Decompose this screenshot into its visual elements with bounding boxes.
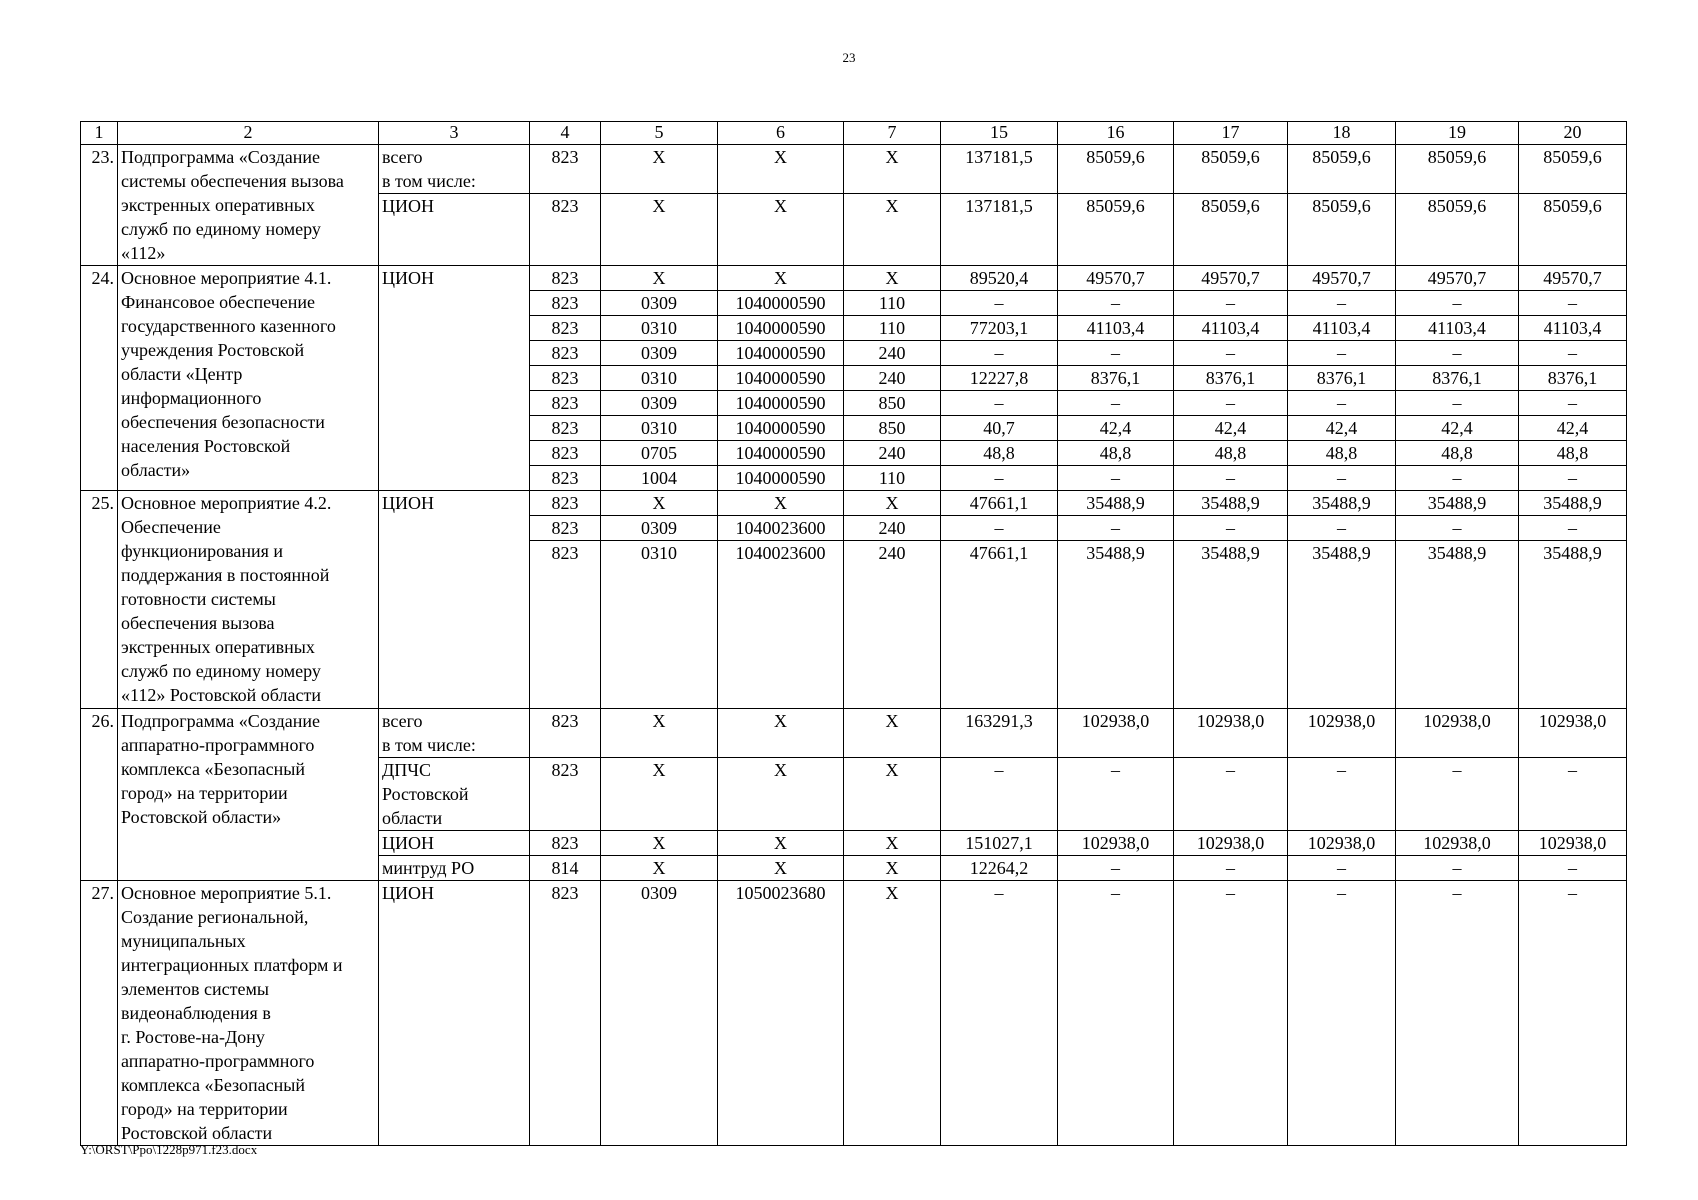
section-code-cell: Х bbox=[601, 194, 718, 266]
header-cell: 18 bbox=[1288, 122, 1396, 145]
expense-type-cell: 110 bbox=[844, 291, 941, 316]
program-name-line: Создание региональной, bbox=[121, 907, 309, 927]
section-code-cell: Х bbox=[601, 266, 718, 291]
program-name-line: город» на территории bbox=[121, 783, 288, 803]
expense-type-cell: 240 bbox=[844, 516, 941, 541]
section-code-cell: Х bbox=[601, 145, 718, 194]
amount-cell: – bbox=[1519, 391, 1627, 416]
row-number: 27. bbox=[81, 881, 118, 1146]
amount-cell: – bbox=[1174, 391, 1288, 416]
target-article-cell: 1050023680 bbox=[718, 881, 844, 1146]
amount-cell: – bbox=[1396, 291, 1519, 316]
executor-cell-line: в том числе: bbox=[382, 171, 476, 191]
program-name-line: Основное мероприятие 4.1. bbox=[121, 268, 332, 288]
header-cell: 15 bbox=[941, 122, 1058, 145]
amount-cell: – bbox=[1288, 881, 1396, 1146]
row-number: 23. bbox=[81, 145, 118, 266]
executor-cell-line: всего bbox=[382, 711, 423, 731]
amount-cell: 35488,9 bbox=[1396, 541, 1519, 709]
program-name-line: готовности системы bbox=[121, 589, 276, 609]
amount-cell: – bbox=[941, 466, 1058, 491]
expense-type-cell: Х bbox=[844, 709, 941, 758]
amount-cell: 35488,9 bbox=[1174, 541, 1288, 709]
grbs-code-cell: 823 bbox=[530, 541, 601, 709]
amount-cell: – bbox=[941, 341, 1058, 366]
amount-cell: 49570,7 bbox=[1058, 266, 1174, 291]
amount-cell: 48,8 bbox=[1288, 441, 1396, 466]
amount-cell: 41103,4 bbox=[1174, 316, 1288, 341]
target-article-cell: 1040000590 bbox=[718, 441, 844, 466]
expense-type-cell: Х bbox=[844, 491, 941, 516]
executor-cell-line: в том числе: bbox=[382, 735, 476, 755]
program-name-line: информационного bbox=[121, 388, 262, 408]
amount-cell: 42,4 bbox=[1288, 416, 1396, 441]
amount-cell: 49570,7 bbox=[1519, 266, 1627, 291]
amount-cell: 85059,6 bbox=[1519, 145, 1627, 194]
amount-cell: 35488,9 bbox=[1288, 491, 1396, 516]
section-code-cell: 0309 bbox=[601, 516, 718, 541]
row-number: 26. bbox=[81, 709, 118, 881]
executor-cell bbox=[379, 194, 530, 266]
amount-cell: 89520,4 bbox=[941, 266, 1058, 291]
amount-cell: 8376,1 bbox=[1058, 366, 1174, 391]
executor-cell-line: ЦИОН bbox=[382, 268, 434, 288]
program-name-line: Основное мероприятие 4.2. bbox=[121, 493, 332, 513]
grbs-code-cell: 823 bbox=[530, 341, 601, 366]
program-name-line: комплекса «Безопасный bbox=[121, 1075, 305, 1095]
executor-cell bbox=[379, 831, 530, 856]
header-cell: 17 bbox=[1174, 122, 1288, 145]
section-code-cell: 0310 bbox=[601, 416, 718, 441]
grbs-code-cell: 823 bbox=[530, 466, 601, 491]
amount-cell: – bbox=[941, 758, 1058, 831]
table-row bbox=[81, 491, 1627, 516]
amount-cell: 47661,1 bbox=[941, 541, 1058, 709]
amount-cell: – bbox=[1058, 391, 1174, 416]
executor-cell bbox=[379, 856, 530, 881]
amount-cell: 85059,6 bbox=[1058, 194, 1174, 266]
grbs-code-cell: 823 bbox=[530, 709, 601, 758]
program-name-line: Подпрограмма «Создание bbox=[121, 711, 320, 731]
program-name-line: Основное мероприятие 5.1. bbox=[121, 883, 332, 903]
executor-cell-line: ЦИОН bbox=[382, 883, 434, 903]
program-name bbox=[118, 145, 379, 266]
program-name-line: обеспечения безопасности bbox=[121, 412, 325, 432]
program-name-line: г. Ростове-на-Дону bbox=[121, 1027, 265, 1047]
program-name-line: Ростовской области bbox=[121, 1123, 273, 1143]
amount-cell: 85059,6 bbox=[1396, 194, 1519, 266]
target-article-cell: 1040023600 bbox=[718, 516, 844, 541]
target-article-cell: 1040000590 bbox=[718, 291, 844, 316]
target-article-cell: Х bbox=[718, 266, 844, 291]
program-name-line: экстренных оперативных bbox=[121, 195, 315, 215]
target-article-cell: 1040000590 bbox=[718, 416, 844, 441]
program-name-line: учреждения Ростовской bbox=[121, 340, 305, 360]
amount-cell: 151027,1 bbox=[941, 831, 1058, 856]
header-cell: 6 bbox=[718, 122, 844, 145]
amount-cell: 85059,6 bbox=[1288, 194, 1396, 266]
program-name bbox=[118, 266, 379, 491]
grbs-code-cell: 823 bbox=[530, 516, 601, 541]
amount-cell: 35488,9 bbox=[1058, 491, 1174, 516]
executor-cell bbox=[379, 881, 530, 1146]
amount-cell: 8376,1 bbox=[1519, 366, 1627, 391]
program-name-line: экстренных оперативных bbox=[121, 637, 315, 657]
program-name-line: «112» bbox=[121, 243, 166, 263]
executor-cell bbox=[379, 491, 530, 709]
expense-type-cell: 850 bbox=[844, 416, 941, 441]
amount-cell: – bbox=[941, 516, 1058, 541]
amount-cell: 137181,5 bbox=[941, 145, 1058, 194]
program-name bbox=[118, 491, 379, 709]
amount-cell: – bbox=[1174, 516, 1288, 541]
target-article-cell: 1040000590 bbox=[718, 366, 844, 391]
amount-cell: 85059,6 bbox=[1174, 194, 1288, 266]
target-article-cell: Х bbox=[718, 709, 844, 758]
amount-cell: 42,4 bbox=[1058, 416, 1174, 441]
amount-cell: – bbox=[1396, 856, 1519, 881]
amount-cell: 49570,7 bbox=[1174, 266, 1288, 291]
amount-cell: 48,8 bbox=[941, 441, 1058, 466]
expense-type-cell: Х bbox=[844, 856, 941, 881]
amount-cell: – bbox=[1519, 758, 1627, 831]
amount-cell: – bbox=[1519, 291, 1627, 316]
amount-cell: 102938,0 bbox=[1396, 831, 1519, 856]
amount-cell: – bbox=[1174, 856, 1288, 881]
executor-cell bbox=[379, 758, 530, 831]
grbs-code-cell: 823 bbox=[530, 416, 601, 441]
amount-cell: 102938,0 bbox=[1058, 709, 1174, 758]
amount-cell: 12264,2 bbox=[941, 856, 1058, 881]
amount-cell: – bbox=[1396, 881, 1519, 1146]
row-number: 25. bbox=[81, 491, 118, 709]
amount-cell: – bbox=[1058, 466, 1174, 491]
grbs-code-cell: 823 bbox=[530, 366, 601, 391]
target-article-cell: Х bbox=[718, 491, 844, 516]
table-row bbox=[81, 145, 1627, 194]
header-cell: 5 bbox=[601, 122, 718, 145]
section-code-cell: Х bbox=[601, 758, 718, 831]
budget-table bbox=[80, 121, 1627, 1146]
section-code-cell: Х bbox=[601, 709, 718, 758]
grbs-code-cell: 823 bbox=[530, 145, 601, 194]
header-cell: 2 bbox=[118, 122, 379, 145]
expense-type-cell: 240 bbox=[844, 541, 941, 709]
expense-type-cell: 240 bbox=[844, 441, 941, 466]
program-name-line: Подпрограмма «Создание bbox=[121, 147, 320, 167]
amount-cell: 35488,9 bbox=[1058, 541, 1174, 709]
amount-cell: 35488,9 bbox=[1519, 541, 1627, 709]
amount-cell: – bbox=[1519, 881, 1627, 1146]
program-name-line: обеспечения вызова bbox=[121, 613, 275, 633]
expense-type-cell: 110 bbox=[844, 316, 941, 341]
amount-cell: 42,4 bbox=[1396, 416, 1519, 441]
program-name-line: «112» Ростовской области bbox=[121, 685, 321, 705]
amount-cell: – bbox=[1396, 466, 1519, 491]
amount-cell: 137181,5 bbox=[941, 194, 1058, 266]
section-code-cell: Х bbox=[601, 491, 718, 516]
amount-cell: 8376,1 bbox=[1396, 366, 1519, 391]
amount-cell: 77203,1 bbox=[941, 316, 1058, 341]
executor-cell-line: ЦИОН bbox=[382, 493, 434, 513]
amount-cell: – bbox=[1058, 341, 1174, 366]
section-code-cell: 0309 bbox=[601, 391, 718, 416]
program-name-line: аппаратно-программного bbox=[121, 1051, 315, 1071]
expense-type-cell: Х bbox=[844, 145, 941, 194]
amount-cell: – bbox=[1396, 391, 1519, 416]
amount-cell: 85059,6 bbox=[1288, 145, 1396, 194]
section-code-cell: Х bbox=[601, 831, 718, 856]
grbs-code-cell: 823 bbox=[530, 266, 601, 291]
section-code-cell: 0310 bbox=[601, 366, 718, 391]
header-cell: 3 bbox=[379, 122, 530, 145]
target-article-cell: Х bbox=[718, 758, 844, 831]
header-cell: 4 bbox=[530, 122, 601, 145]
header-row bbox=[81, 122, 1627, 145]
program-name-line: Ростовской области» bbox=[121, 807, 282, 827]
executor-cell-line: ЦИОН bbox=[382, 196, 434, 216]
amount-cell: – bbox=[1396, 758, 1519, 831]
program-name-line: функционирования и bbox=[121, 541, 284, 561]
amount-cell: – bbox=[1288, 341, 1396, 366]
amount-cell: – bbox=[1174, 881, 1288, 1146]
amount-cell: 48,8 bbox=[1058, 441, 1174, 466]
amount-cell: – bbox=[1058, 516, 1174, 541]
target-article-cell: 1040000590 bbox=[718, 341, 844, 366]
amount-cell: 35488,9 bbox=[1519, 491, 1627, 516]
amount-cell: – bbox=[1288, 291, 1396, 316]
executor-cell-line: ДПЧС bbox=[382, 760, 431, 780]
amount-cell: 8376,1 bbox=[1174, 366, 1288, 391]
amount-cell: 85059,6 bbox=[1174, 145, 1288, 194]
target-article-cell: 1040000590 bbox=[718, 466, 844, 491]
executor-cell-line: ЦИОН bbox=[382, 833, 434, 853]
program-name-line: области «Центр bbox=[121, 364, 243, 384]
program-name-line: Обеспечение bbox=[121, 517, 221, 537]
amount-cell: 35488,9 bbox=[1288, 541, 1396, 709]
section-code-cell: 0309 bbox=[601, 881, 718, 1146]
amount-cell: 102938,0 bbox=[1519, 709, 1627, 758]
amount-cell: 41103,4 bbox=[1288, 316, 1396, 341]
amount-cell: – bbox=[941, 391, 1058, 416]
grbs-code-cell: 823 bbox=[530, 291, 601, 316]
target-article-cell: Х bbox=[718, 831, 844, 856]
expense-type-cell: Х bbox=[844, 758, 941, 831]
executor-cell-line: всего bbox=[382, 147, 423, 167]
amount-cell: – bbox=[1174, 758, 1288, 831]
amount-cell: – bbox=[1174, 466, 1288, 491]
program-name-line: служб по единому номеру bbox=[121, 219, 321, 239]
executor-cell-line: области bbox=[382, 808, 443, 828]
amount-cell: 47661,1 bbox=[941, 491, 1058, 516]
amount-cell: – bbox=[1288, 758, 1396, 831]
program-name-line: области» bbox=[121, 460, 191, 480]
amount-cell: 48,8 bbox=[1174, 441, 1288, 466]
program-name-line: государственного казенного bbox=[121, 316, 336, 336]
program-name-line: элементов системы bbox=[121, 979, 269, 999]
amount-cell: – bbox=[1519, 341, 1627, 366]
executor-cell bbox=[379, 145, 530, 194]
amount-cell: 102938,0 bbox=[1519, 831, 1627, 856]
amount-cell: 102938,0 bbox=[1288, 831, 1396, 856]
grbs-code-cell: 814 bbox=[530, 856, 601, 881]
expense-type-cell: Х bbox=[844, 881, 941, 1146]
program-name-line: системы обеспечения вызова bbox=[121, 171, 344, 191]
expense-type-cell: Х bbox=[844, 266, 941, 291]
target-article-cell: 1040023600 bbox=[718, 541, 844, 709]
amount-cell: 85059,6 bbox=[1058, 145, 1174, 194]
amount-cell: 35488,9 bbox=[1396, 491, 1519, 516]
program-name-line: город» на территории bbox=[121, 1099, 288, 1119]
program-name-line: аппаратно-программного bbox=[121, 735, 315, 755]
target-article-cell: Х bbox=[718, 145, 844, 194]
target-article-cell: Х bbox=[718, 194, 844, 266]
grbs-code-cell: 823 bbox=[530, 491, 601, 516]
header-cell: 1 bbox=[81, 122, 118, 145]
amount-cell: – bbox=[1288, 466, 1396, 491]
program-name-line: служб по единому номеру bbox=[121, 661, 321, 681]
expense-type-cell: 850 bbox=[844, 391, 941, 416]
footer-file-path: Y:\ORST\Ppo\1228p971.f23.docx bbox=[80, 1142, 258, 1157]
amount-cell: – bbox=[1174, 291, 1288, 316]
grbs-code-cell: 823 bbox=[530, 758, 601, 831]
grbs-code-cell: 823 bbox=[530, 194, 601, 266]
amount-cell: – bbox=[1396, 516, 1519, 541]
target-article-cell: 1040000590 bbox=[718, 391, 844, 416]
table-row bbox=[81, 709, 1627, 758]
amount-cell: 41103,4 bbox=[1519, 316, 1627, 341]
program-name-line: муниципальных bbox=[121, 931, 246, 951]
program-name-line: комплекса «Безопасный bbox=[121, 759, 305, 779]
amount-cell: 85059,6 bbox=[1519, 194, 1627, 266]
expense-type-cell: 110 bbox=[844, 466, 941, 491]
amount-cell: – bbox=[1058, 291, 1174, 316]
program-name-line: поддержания в постоянной bbox=[121, 565, 330, 585]
amount-cell: 35488,9 bbox=[1174, 491, 1288, 516]
header-cell: 7 bbox=[844, 122, 941, 145]
amount-cell: – bbox=[1519, 466, 1627, 491]
section-code-cell: 0705 bbox=[601, 441, 718, 466]
grbs-code-cell: 823 bbox=[530, 391, 601, 416]
program-name-line: Финансовое обеспечение bbox=[121, 292, 316, 312]
amount-cell: – bbox=[1396, 341, 1519, 366]
amount-cell: 102938,0 bbox=[1058, 831, 1174, 856]
amount-cell: 163291,3 bbox=[941, 709, 1058, 758]
table-row bbox=[81, 881, 1627, 1146]
executor-cell-line: минтруд РО bbox=[382, 858, 475, 878]
section-code-cell: 0309 bbox=[601, 291, 718, 316]
amount-cell: 102938,0 bbox=[1174, 709, 1288, 758]
amount-cell: – bbox=[1058, 856, 1174, 881]
section-code-cell: 0309 bbox=[601, 341, 718, 366]
header-cell: 16 bbox=[1058, 122, 1174, 145]
target-article-cell: 1040000590 bbox=[718, 316, 844, 341]
amount-cell: 102938,0 bbox=[1174, 831, 1288, 856]
section-code-cell: Х bbox=[601, 856, 718, 881]
grbs-code-cell: 823 bbox=[530, 316, 601, 341]
amount-cell: 8376,1 bbox=[1288, 366, 1396, 391]
expense-type-cell: 240 bbox=[844, 341, 941, 366]
amount-cell: 40,7 bbox=[941, 416, 1058, 441]
row-number: 24. bbox=[81, 266, 118, 491]
amount-cell: 49570,7 bbox=[1396, 266, 1519, 291]
amount-cell: 41103,4 bbox=[1058, 316, 1174, 341]
amount-cell: – bbox=[1519, 516, 1627, 541]
amount-cell: 102938,0 bbox=[1288, 709, 1396, 758]
amount-cell: – bbox=[941, 881, 1058, 1146]
amount-cell: – bbox=[1174, 341, 1288, 366]
amount-cell: 12227,8 bbox=[941, 366, 1058, 391]
executor-cell bbox=[379, 709, 530, 758]
program-name-line: населения Ростовской bbox=[121, 436, 291, 456]
grbs-code-cell: 823 bbox=[530, 441, 601, 466]
program-name bbox=[118, 881, 379, 1146]
grbs-code-cell: 823 bbox=[530, 881, 601, 1146]
executor-cell bbox=[379, 266, 530, 491]
section-code-cell: 0310 bbox=[601, 316, 718, 341]
program-name-line: интеграционных платформ и bbox=[121, 955, 343, 975]
header-cell: 20 bbox=[1519, 122, 1627, 145]
amount-cell: 49570,7 bbox=[1288, 266, 1396, 291]
amount-cell: – bbox=[941, 291, 1058, 316]
amount-cell: – bbox=[1288, 391, 1396, 416]
amount-cell: 41103,4 bbox=[1396, 316, 1519, 341]
amount-cell: 85059,6 bbox=[1396, 145, 1519, 194]
amount-cell: 102938,0 bbox=[1396, 709, 1519, 758]
target-article-cell: Х bbox=[718, 856, 844, 881]
amount-cell: – bbox=[1058, 758, 1174, 831]
amount-cell: 42,4 bbox=[1519, 416, 1627, 441]
amount-cell: – bbox=[1519, 856, 1627, 881]
executor-cell-line: Ростовской bbox=[382, 784, 469, 804]
expense-type-cell: Х bbox=[844, 831, 941, 856]
section-code-cell: 0310 bbox=[601, 541, 718, 709]
expense-type-cell: 240 bbox=[844, 366, 941, 391]
amount-cell: – bbox=[1058, 881, 1174, 1146]
grbs-code-cell: 823 bbox=[530, 831, 601, 856]
section-code-cell: 1004 bbox=[601, 466, 718, 491]
amount-cell: 48,8 bbox=[1519, 441, 1627, 466]
program-name bbox=[118, 709, 379, 881]
header-cell: 19 bbox=[1396, 122, 1519, 145]
page-number: 23 bbox=[842, 50, 856, 65]
expense-type-cell: Х bbox=[844, 194, 941, 266]
amount-cell: – bbox=[1288, 856, 1396, 881]
amount-cell: 42,4 bbox=[1174, 416, 1288, 441]
amount-cell: 48,8 bbox=[1396, 441, 1519, 466]
amount-cell: – bbox=[1288, 516, 1396, 541]
program-name-line: видеонаблюдения в bbox=[121, 1003, 271, 1023]
table-row bbox=[81, 266, 1627, 291]
